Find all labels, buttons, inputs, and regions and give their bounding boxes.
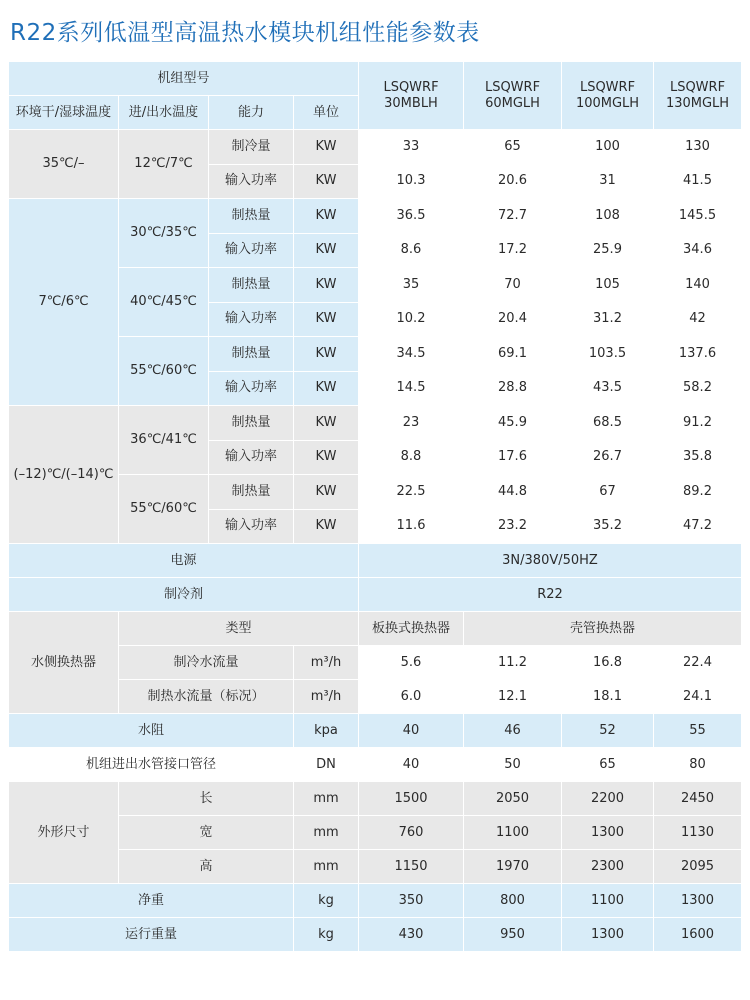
- value-cell: 22.5: [359, 475, 464, 510]
- header-model-2: [464, 62, 562, 130]
- model-line2: 100MGLH: [575, 95, 640, 111]
- capacity-label: 制热量: [209, 268, 294, 303]
- unit-cell: mm: [294, 850, 359, 884]
- value-cell: 70: [464, 268, 562, 303]
- value-cell: 950: [464, 918, 562, 952]
- env-temp-cell: 7℃/6℃: [9, 199, 119, 406]
- value-cell: 43.5: [562, 372, 654, 407]
- water-hx-plate: 板换式换热器: [359, 612, 464, 646]
- value-cell: 65: [562, 748, 654, 782]
- value-cell: 50: [464, 748, 562, 782]
- refrigerant-value: R22: [359, 578, 742, 612]
- unit-cell: KW: [294, 199, 359, 234]
- value-cell: 1130: [654, 816, 742, 850]
- value-cell: 760: [359, 816, 464, 850]
- value-cell: 68.5: [562, 406, 654, 441]
- model-line1: LSQWRF: [579, 79, 636, 95]
- water-hx-row-label: 制热水流量（标况）: [119, 680, 294, 714]
- model-line2: 30MBLH: [384, 95, 438, 111]
- model-line1: LSQWRF: [484, 79, 541, 95]
- value-cell: 8.6: [359, 234, 464, 269]
- header-model-3: [562, 62, 654, 130]
- capacity-label: 制热量: [209, 199, 294, 234]
- water-temp-cell: 40℃/45℃: [119, 268, 209, 337]
- value-cell: 16.8: [562, 646, 654, 680]
- value-cell: 103.5: [562, 337, 654, 372]
- water-temp-cell: 30℃/35℃: [119, 199, 209, 268]
- value-cell: 26.7: [562, 441, 654, 476]
- value-cell: 35: [359, 268, 464, 303]
- header-water-temp: 进/出水温度: [119, 96, 209, 130]
- value-cell: 42: [654, 303, 742, 338]
- value-cell: 6.0: [359, 680, 464, 714]
- unit-cell: KW: [294, 406, 359, 441]
- dimension-name: 高: [119, 850, 294, 884]
- env-temp-cell: (–12)℃/(–14)℃: [9, 406, 119, 544]
- value-cell: 8.8: [359, 441, 464, 476]
- value-cell: 1300: [654, 884, 742, 918]
- value-cell: 1300: [562, 918, 654, 952]
- value-cell: 2450: [654, 782, 742, 816]
- capacity-label: 制冷量: [209, 130, 294, 165]
- value-cell: 52: [562, 714, 654, 748]
- unit-cell: mm: [294, 816, 359, 850]
- value-cell: 40: [359, 714, 464, 748]
- unit-cell: KW: [294, 303, 359, 338]
- value-cell: 35.2: [562, 510, 654, 545]
- header-model-1: [359, 62, 464, 130]
- value-cell: 41.5: [654, 165, 742, 200]
- value-cell: 140: [654, 268, 742, 303]
- value-cell: 108: [562, 199, 654, 234]
- unit-cell: KW: [294, 234, 359, 269]
- value-cell: 17.2: [464, 234, 562, 269]
- capacity-label: 输入功率: [209, 234, 294, 269]
- model-line1: LSQWRF: [383, 79, 439, 95]
- value-cell: 1500: [359, 782, 464, 816]
- value-cell: 10.2: [359, 303, 464, 338]
- value-cell: 130: [654, 130, 742, 165]
- value-cell: 2095: [654, 850, 742, 884]
- value-cell: 20.4: [464, 303, 562, 338]
- value-cell: 80: [654, 748, 742, 782]
- value-cell: 430: [359, 918, 464, 952]
- value-cell: 89.2: [654, 475, 742, 510]
- value-cell: 24.1: [654, 680, 742, 714]
- value-cell: 2200: [562, 782, 654, 816]
- refrigerant-label: 制冷剂: [9, 578, 359, 612]
- water-resistance-label: 水阻: [9, 714, 294, 748]
- header-env-temp: 环境干/湿球温度: [9, 96, 119, 130]
- value-cell: 46: [464, 714, 562, 748]
- capacity-label: 输入功率: [209, 303, 294, 338]
- unit-cell: kg: [294, 884, 359, 918]
- value-cell: 145.5: [654, 199, 742, 234]
- water-hx-label: 水侧换热器: [9, 612, 119, 714]
- capacity-label: 制热量: [209, 337, 294, 372]
- env-temp-cell: 35℃/–: [9, 130, 119, 199]
- value-cell: 23: [359, 406, 464, 441]
- value-cell: 31: [562, 165, 654, 200]
- value-cell: 20.6: [464, 165, 562, 200]
- value-cell: 58.2: [654, 372, 742, 407]
- header-model-4: [654, 62, 742, 130]
- value-cell: 47.2: [654, 510, 742, 545]
- dimensions-label: 外形尺寸: [9, 782, 119, 884]
- unit-cell: DN: [294, 748, 359, 782]
- water-hx-row-label: 制冷水流量: [119, 646, 294, 680]
- capacity-label: 输入功率: [209, 510, 294, 545]
- dimension-name: 长: [119, 782, 294, 816]
- power-label: 电源: [9, 544, 359, 578]
- value-cell: 137.6: [654, 337, 742, 372]
- value-cell: 23.2: [464, 510, 562, 545]
- unit-cell: kg: [294, 918, 359, 952]
- header-unit-model: 机组型号: [9, 62, 359, 96]
- value-cell: 34.5: [359, 337, 464, 372]
- water-temp-cell: 36℃/41℃: [119, 406, 209, 475]
- value-cell: 10.3: [359, 165, 464, 200]
- value-cell: 350: [359, 884, 464, 918]
- value-cell: 11.2: [464, 646, 562, 680]
- water-temp-cell: 55℃/60℃: [119, 337, 209, 406]
- unit-cell: KW: [294, 510, 359, 545]
- value-cell: 1300: [562, 816, 654, 850]
- value-cell: 65: [464, 130, 562, 165]
- value-cell: 5.6: [359, 646, 464, 680]
- model-line2: 130MGLH: [665, 95, 730, 111]
- operating-weight-label: 运行重量: [9, 918, 294, 952]
- value-cell: 36.5: [359, 199, 464, 234]
- value-cell: 25.9: [562, 234, 654, 269]
- value-cell: 44.8: [464, 475, 562, 510]
- water-hx-shell: 壳管换热器: [464, 612, 742, 646]
- net-weight-label: 净重: [9, 884, 294, 918]
- unit-cell: mm: [294, 782, 359, 816]
- value-cell: 35.8: [654, 441, 742, 476]
- pipe-label: 机组进出水管接口管径: [9, 748, 294, 782]
- value-cell: 1150: [359, 850, 464, 884]
- capacity-label: 输入功率: [209, 372, 294, 407]
- unit-cell: m³/h: [294, 680, 359, 714]
- model-line1: LSQWRF: [669, 79, 726, 95]
- unit-cell: kpa: [294, 714, 359, 748]
- value-cell: 55: [654, 714, 742, 748]
- capacity-label: 输入功率: [209, 441, 294, 476]
- value-cell: 69.1: [464, 337, 562, 372]
- unit-cell: KW: [294, 165, 359, 200]
- value-cell: 22.4: [654, 646, 742, 680]
- capacity-label: 输入功率: [209, 165, 294, 200]
- value-cell: 45.9: [464, 406, 562, 441]
- value-cell: 17.6: [464, 441, 562, 476]
- unit-cell: KW: [294, 475, 359, 510]
- model-line2: 60MGLH: [485, 95, 540, 111]
- value-cell: 800: [464, 884, 562, 918]
- unit-cell: KW: [294, 130, 359, 165]
- value-cell: 1100: [562, 884, 654, 918]
- unit-cell: KW: [294, 337, 359, 372]
- value-cell: 2300: [562, 850, 654, 884]
- unit-cell: m³/h: [294, 646, 359, 680]
- value-cell: 1600: [654, 918, 742, 952]
- value-cell: 100: [562, 130, 654, 165]
- water-temp-cell: 12℃/7℃: [119, 130, 209, 199]
- unit-cell: KW: [294, 268, 359, 303]
- value-cell: 1100: [464, 816, 562, 850]
- value-cell: 40: [359, 748, 464, 782]
- value-cell: 33: [359, 130, 464, 165]
- value-cell: 31.2: [562, 303, 654, 338]
- unit-cell: KW: [294, 372, 359, 407]
- water-hx-type-label: 类型: [119, 612, 359, 646]
- capacity-label: 制热量: [209, 475, 294, 510]
- water-temp-cell: 55℃/60℃: [119, 475, 209, 544]
- dimension-name: 宽: [119, 816, 294, 850]
- value-cell: 2050: [464, 782, 562, 816]
- value-cell: 14.5: [359, 372, 464, 407]
- value-cell: 11.6: [359, 510, 464, 545]
- value-cell: 72.7: [464, 199, 562, 234]
- capacity-label: 制热量: [209, 406, 294, 441]
- value-cell: 1970: [464, 850, 562, 884]
- value-cell: 28.8: [464, 372, 562, 407]
- value-cell: 34.6: [654, 234, 742, 269]
- spec-table: [9, 62, 742, 992]
- value-cell: 18.1: [562, 680, 654, 714]
- value-cell: 12.1: [464, 680, 562, 714]
- header-unit: 单位: [294, 96, 359, 130]
- unit-cell: KW: [294, 441, 359, 476]
- header-capacity: 能力: [209, 96, 294, 130]
- value-cell: 67: [562, 475, 654, 510]
- table-title: R22系列低温型高温热水模块机组性能参数表: [10, 20, 480, 46]
- value-cell: 105: [562, 268, 654, 303]
- power-value: 3N/380V/50HZ: [359, 544, 742, 578]
- value-cell: 91.2: [654, 406, 742, 441]
